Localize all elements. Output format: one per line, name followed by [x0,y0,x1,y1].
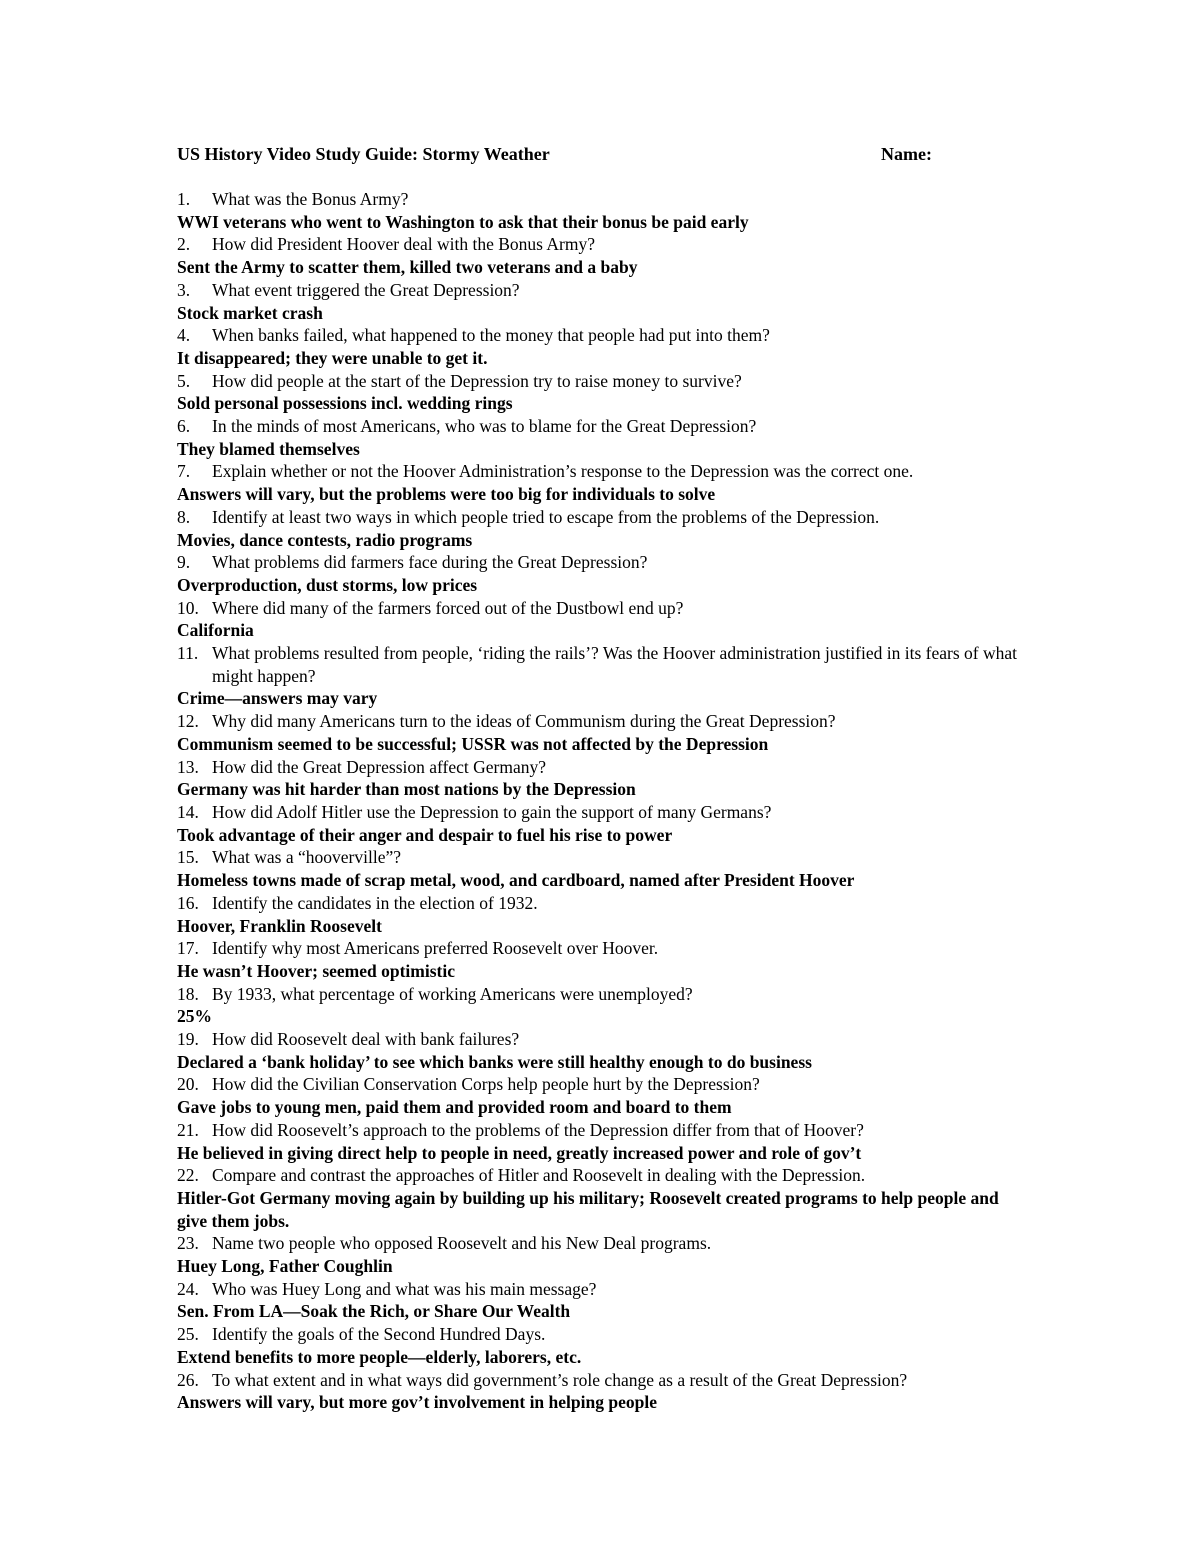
question-number: 3. [177,279,191,300]
question [177,892,1027,915]
question [177,279,1027,302]
question-text: Name two people who opposed Roosevelt and his New Deal programs. [212,1233,712,1254]
qa-item [177,551,1027,596]
question [177,1278,1027,1301]
page-title: US History Video Study Guide: Stormy Weather [177,144,550,164]
answer-text: Communism seemed to be successful; USSR was not affected by the Depression [177,733,769,754]
question-number: 4. [177,325,191,346]
answer-text: Extend benefits to more people—elderly, laborers, etc. [177,1346,582,1367]
qa-item [177,892,1027,937]
question-number: 6. [177,416,191,437]
question [177,1164,1027,1187]
question [177,642,1027,687]
answer-text: Hitler-Got Germany moving again by building up his military; Roosevelt created programs to help people and give them jobs. [177,1187,999,1231]
question-text: Identify at least two ways in which people tried to escape from the problems of the Depression. [212,506,880,527]
qa-item [177,233,1027,278]
qa-item [177,1323,1027,1368]
question-number: 15. [177,847,199,868]
question [177,506,1027,529]
question [177,1232,1027,1255]
question-number: 21. [177,1119,199,1140]
question-text: Where did many of the farmers forced out of the Dustbowl end up? [212,597,684,618]
question-number: 23. [177,1233,199,1254]
question-number: 5. [177,370,191,391]
question-number: 2. [177,234,191,255]
question-text: By 1933, what percentage of working Americans were unemployed? [212,983,693,1004]
question [177,1073,1027,1096]
qa-item [177,710,1027,755]
question-text: When banks failed, what happened to the money that people had put into them? [212,325,770,346]
qa-item [177,324,1027,369]
qa-item [177,937,1027,982]
answer-text: 25% [177,1006,212,1027]
qa-item [177,415,1027,460]
question-number: 20. [177,1074,199,1095]
question-text: How did Roosevelt deal with bank failures? [212,1029,520,1050]
answer-text: Crime—answers may vary [177,688,378,709]
qa-item [177,642,1027,710]
question-text: Identify the goals of the Second Hundred Days. [212,1324,546,1345]
answer-text: Homeless towns made of scrap metal, wood, and cardboard, named after President Hoover [177,870,855,891]
answer-text: Sent the Army to scatter them, killed two veterans and a baby [177,257,638,278]
question-text: Why did many Americans turn to the ideas of Communism during the Great Depression? [212,711,836,732]
qa-item [177,1232,1027,1277]
question [177,937,1027,960]
qa-item [177,1028,1027,1073]
answer-text: Answers will vary, but the problems were too big for individuals to solve [177,484,716,505]
name-label: Name: [881,144,932,164]
question-number: 14. [177,801,199,822]
question-number: 25. [177,1324,199,1345]
question [177,846,1027,869]
question-number: 7. [177,461,191,482]
question [177,233,1027,256]
answer-text: Took advantage of their anger and despair to fuel his rise to power [177,824,673,845]
question-number: 8. [177,506,191,527]
question-text: What problems resulted from people, ‘riding the rails’? Was the Hoover administration justified in its fears of what might happen? [212,643,1017,686]
answer-text: He wasn’t Hoover; seemed optimistic [177,960,455,981]
qa-item [177,460,1027,505]
question-number: 18. [177,983,199,1004]
question [177,1119,1027,1142]
qa-item [177,1369,1027,1414]
question [177,551,1027,574]
question-text: How did President Hoover deal with the Bonus Army? [212,234,596,255]
question [177,460,1027,483]
question-number: 10. [177,597,199,618]
question [177,370,1027,393]
question-number: 9. [177,552,191,573]
answer-text: Movies, dance contests, radio programs [177,529,473,550]
question-text: How did the Great Depression affect Germany? [212,756,546,777]
question-number: 16. [177,892,199,913]
answer-text: Stock market crash [177,302,323,323]
qa-item [177,597,1027,642]
question-number: 1. [177,189,191,209]
qa-item [177,370,1027,415]
question-text: Who was Huey Long and what was his main message? [212,1278,597,1299]
question-text: Compare and contrast the approaches of Hitler and Roosevelt in dealing with the Depression. [212,1165,866,1186]
question-text: What was a “hooverville”? [212,847,402,868]
answer-text: Sold personal possessions incl. wedding rings [177,393,513,414]
question-text: How did the Civilian Conservation Corps help people hurt by the Depression? [212,1074,760,1095]
answer-text: Declared a ‘bank holiday’ to see which banks were still healthy enough to do business [177,1051,812,1072]
question [177,756,1027,779]
qa-item [177,801,1027,846]
qa-item [177,188,1027,233]
question-number: 11. [177,643,199,664]
answer-text: Germany was hit harder than most nations by the Depression [177,779,636,800]
answer-text: Sen. From LA—Soak the Rich, or Share Our Wealth [177,1301,571,1322]
answer-text: Answers will vary, but more gov’t involvement in helping people [177,1392,657,1413]
qa-item [177,756,1027,801]
question-text: In the minds of most Americans, who was to blame for the Great Depression? [212,416,757,437]
qa-item [177,279,1027,324]
question [177,415,1027,438]
question-text: What event triggered the Great Depression? [212,279,520,300]
question-number: 22. [177,1165,199,1186]
qa-item [177,1278,1027,1323]
question [177,597,1027,620]
question-text: What problems did farmers face during the Great Depression? [212,552,648,573]
qa-item [177,506,1027,551]
answer-text: Gave jobs to young men, paid them and provided room and board to them [177,1097,732,1118]
answer-text: It disappeared; they were unable to get it. [177,347,488,368]
question-text: How did Adolf Hitler use the Depression to gain the support of many Germans? [212,801,772,822]
question-number: 19. [177,1029,199,1050]
question-text: Identify why most Americans preferred Roosevelt over Hoover. [212,938,659,959]
page-header [177,142,977,166]
answer-text: California [177,620,254,641]
answer-text: Huey Long, Father Coughlin [177,1256,393,1277]
question-number: 26. [177,1369,199,1390]
question-number: 13. [177,756,199,777]
question-text: How did people at the start of the Depression try to raise money to survive? [212,370,742,391]
question-text: How did Roosevelt’s approach to the problems of the Depression differ from that of Hoover? [212,1119,864,1140]
question-number: 24. [177,1278,199,1299]
qa-item [177,1164,1027,1232]
question [177,1028,1027,1051]
answer-text: He believed in giving direct help to people in need, greatly increased power and role of gov’t [177,1142,862,1163]
answer-text: Hoover, Franklin Roosevelt [177,915,382,936]
question [177,1369,1027,1392]
question-number: 17. [177,938,199,959]
question-text: Identify the candidates in the election of 1932. [212,892,538,913]
qa-item [177,983,1027,1028]
qa-item [177,1119,1027,1164]
question-text: To what extent and in what ways did government’s role change as a result of the Great Depression? [212,1369,908,1390]
question-answer-list [177,188,1027,1414]
question [177,324,1027,347]
answer-text: Overproduction, dust storms, low prices [177,574,478,595]
answer-text: They blamed themselves [177,438,360,459]
qa-item [177,1073,1027,1118]
question [177,801,1027,824]
question-text: What was the Bonus Army? [212,189,409,209]
question [177,188,1027,211]
question-number: 12. [177,711,199,732]
answer-text: WWI veterans who went to Washington to ask that their bonus be paid early [177,211,749,232]
qa-item [177,846,1027,891]
question [177,710,1027,733]
question [177,1323,1027,1346]
question [177,983,1027,1006]
question-text: Explain whether or not the Hoover Administration’s response to the Depression was the correct one. [212,461,914,482]
